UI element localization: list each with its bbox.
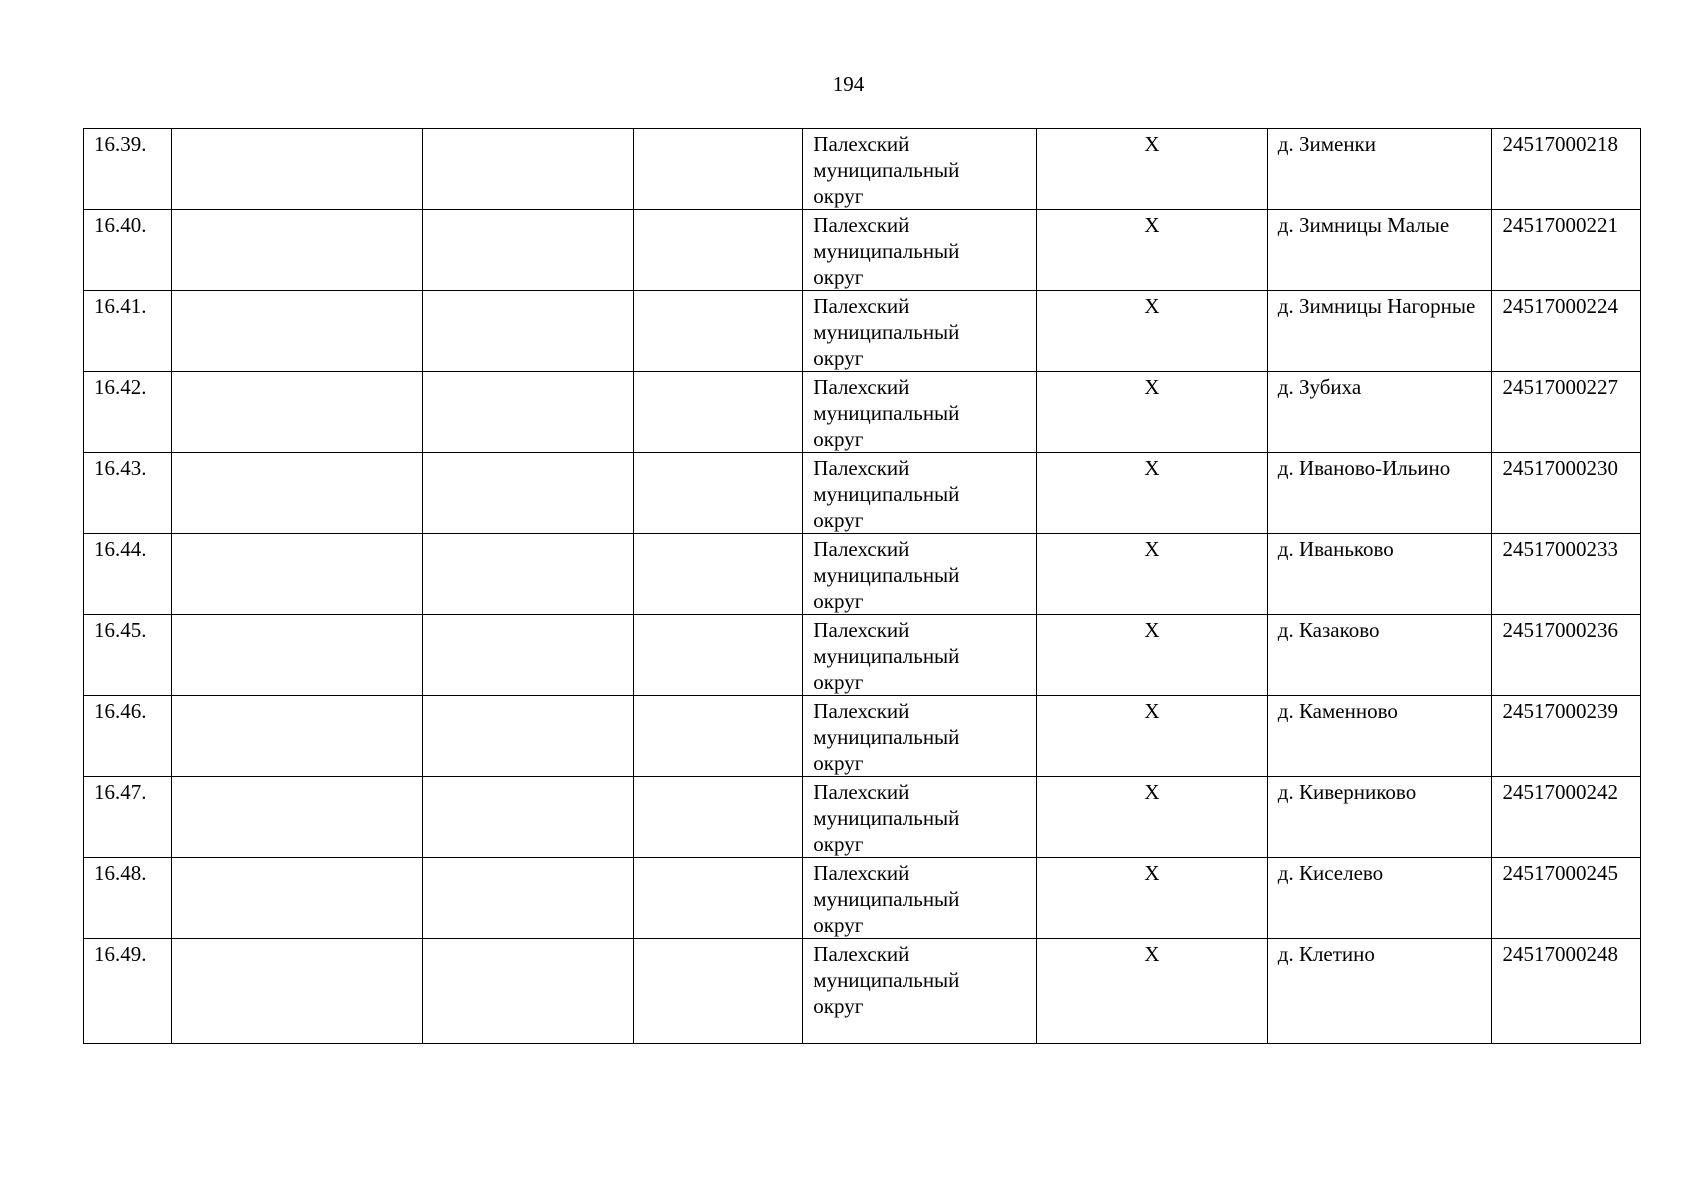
municipality-cell — [803, 858, 1037, 939]
registry-table — [83, 128, 1641, 1044]
empty-cell — [172, 615, 423, 696]
municipality-line: Палехский — [813, 699, 910, 723]
oktmo-code-cell: 24517000239 — [1492, 696, 1641, 777]
empty-cell — [172, 210, 423, 291]
municipality-line: муниципальный — [813, 482, 960, 506]
settlement-cell: д. Киселево — [1267, 858, 1492, 939]
empty-cell — [633, 696, 803, 777]
settlement-cell: д. Клетино — [1267, 939, 1492, 1044]
empty-cell — [633, 129, 803, 210]
settlement-cell: д. Зимницы Нагорные — [1267, 291, 1492, 372]
x-mark-cell: Х — [1037, 858, 1268, 939]
table-row — [84, 210, 1641, 291]
row-number-cell: 16.41. — [84, 291, 172, 372]
oktmo-code-cell: 24517000242 — [1492, 777, 1641, 858]
municipality-line: округ — [813, 427, 864, 451]
municipality-line: округ — [813, 346, 864, 370]
x-mark-cell: Х — [1037, 372, 1268, 453]
municipality-line: Палехский — [813, 942, 910, 966]
settlement-cell: д. Казаково — [1267, 615, 1492, 696]
empty-cell — [633, 939, 803, 1044]
x-mark-cell: Х — [1037, 129, 1268, 210]
row-number-cell: 16.44. — [84, 534, 172, 615]
municipality-line: Палехский — [813, 213, 910, 237]
empty-cell — [172, 696, 423, 777]
settlement-cell: д. Зименки — [1267, 129, 1492, 210]
empty-cell — [423, 858, 634, 939]
table-row — [84, 372, 1641, 453]
table-row — [84, 615, 1641, 696]
municipality-cell — [803, 615, 1037, 696]
empty-cell — [423, 615, 634, 696]
empty-cell — [172, 777, 423, 858]
x-mark-cell: Х — [1037, 615, 1268, 696]
row-number-cell: 16.39. — [84, 129, 172, 210]
table-row — [84, 129, 1641, 210]
municipality-line: Палехский — [813, 861, 910, 885]
municipality-line: муниципальный — [813, 887, 960, 911]
municipality-cell — [803, 939, 1037, 1044]
table-row — [84, 777, 1641, 858]
empty-cell — [172, 453, 423, 534]
empty-cell — [633, 534, 803, 615]
empty-cell — [423, 777, 634, 858]
municipality-line: муниципальный — [813, 968, 960, 992]
empty-cell — [423, 534, 634, 615]
municipality-line: округ — [813, 832, 864, 856]
municipality-line: муниципальный — [813, 644, 960, 668]
empty-cell — [423, 210, 634, 291]
municipality-cell — [803, 291, 1037, 372]
settlement-cell: д. Киверниково — [1267, 777, 1492, 858]
municipality-cell — [803, 534, 1037, 615]
municipality-line: муниципальный — [813, 806, 960, 830]
empty-cell — [423, 372, 634, 453]
municipality-cell — [803, 696, 1037, 777]
empty-cell — [633, 615, 803, 696]
settlement-cell: д. Иваново-Ильино — [1267, 453, 1492, 534]
oktmo-code-cell: 24517000230 — [1492, 453, 1641, 534]
row-number-cell: 16.46. — [84, 696, 172, 777]
row-number-cell: 16.42. — [84, 372, 172, 453]
x-mark-cell: Х — [1037, 777, 1268, 858]
empty-cell — [172, 534, 423, 615]
empty-cell — [423, 453, 634, 534]
table-row — [84, 858, 1641, 939]
municipality-line: Палехский — [813, 780, 910, 804]
table-row — [84, 696, 1641, 777]
x-mark-cell: Х — [1037, 291, 1268, 372]
municipality-line: Палехский — [813, 375, 910, 399]
empty-cell — [633, 777, 803, 858]
empty-cell — [633, 291, 803, 372]
municipality-cell — [803, 777, 1037, 858]
empty-cell — [172, 939, 423, 1044]
municipality-line: округ — [813, 184, 864, 208]
page-number: 194 — [832, 72, 865, 96]
settlement-cell: д. Зимницы Малые — [1267, 210, 1492, 291]
row-number-cell: 16.45. — [84, 615, 172, 696]
municipality-line: округ — [813, 508, 864, 532]
oktmo-code-cell: 24517000245 — [1492, 858, 1641, 939]
empty-cell — [423, 939, 634, 1044]
oktmo-code-cell: 24517000218 — [1492, 129, 1641, 210]
municipality-line: округ — [813, 994, 864, 1018]
settlement-cell: д. Иваньково — [1267, 534, 1492, 615]
oktmo-code-cell: 24517000248 — [1492, 939, 1641, 1044]
oktmo-code-cell: 24517000236 — [1492, 615, 1641, 696]
table-row — [84, 453, 1641, 534]
municipality-line: округ — [813, 265, 864, 289]
municipality-line: округ — [813, 589, 864, 613]
municipality-line: муниципальный — [813, 239, 960, 263]
municipality-cell — [803, 372, 1037, 453]
table-body — [84, 129, 1641, 1044]
municipality-line: Палехский — [813, 456, 910, 480]
municipality-line: муниципальный — [813, 158, 960, 182]
municipality-line: муниципальный — [813, 563, 960, 587]
municipality-line: Палехский — [813, 294, 910, 318]
municipality-line: муниципальный — [813, 320, 960, 344]
empty-cell — [172, 372, 423, 453]
empty-cell — [633, 210, 803, 291]
empty-cell — [172, 291, 423, 372]
empty-cell — [423, 129, 634, 210]
empty-cell — [172, 858, 423, 939]
oktmo-code-cell: 24517000233 — [1492, 534, 1641, 615]
municipality-line: муниципальный — [813, 401, 960, 425]
settlement-cell: д. Зубиха — [1267, 372, 1492, 453]
oktmo-code-cell: 24517000224 — [1492, 291, 1641, 372]
row-number-cell: 16.40. — [84, 210, 172, 291]
x-mark-cell: Х — [1037, 939, 1268, 1044]
row-number-cell: 16.47. — [84, 777, 172, 858]
empty-cell — [423, 696, 634, 777]
settlement-cell: д. Каменново — [1267, 696, 1492, 777]
municipality-cell — [803, 453, 1037, 534]
table-row — [84, 939, 1641, 1044]
empty-cell — [423, 291, 634, 372]
table-row — [84, 534, 1641, 615]
municipality-line: округ — [813, 913, 864, 937]
empty-cell — [633, 372, 803, 453]
municipality-line: Палехский — [813, 618, 910, 642]
oktmo-code-cell: 24517000227 — [1492, 372, 1641, 453]
row-number-cell: 16.48. — [84, 858, 172, 939]
municipality-line: Палехский — [813, 537, 910, 561]
empty-cell — [633, 858, 803, 939]
municipality-cell — [803, 210, 1037, 291]
empty-cell — [172, 129, 423, 210]
x-mark-cell: Х — [1037, 453, 1268, 534]
oktmo-code-cell: 24517000221 — [1492, 210, 1641, 291]
table-row — [84, 291, 1641, 372]
empty-cell — [633, 453, 803, 534]
row-number-cell: 16.43. — [84, 453, 172, 534]
municipality-line: муниципальный — [813, 725, 960, 749]
x-mark-cell: Х — [1037, 210, 1268, 291]
row-number-cell: 16.49. — [84, 939, 172, 1044]
x-mark-cell: Х — [1037, 696, 1268, 777]
municipality-line: Палехский — [813, 132, 910, 156]
municipality-line: округ — [813, 670, 864, 694]
municipality-cell — [803, 129, 1037, 210]
municipality-line: округ — [813, 751, 864, 775]
x-mark-cell: Х — [1037, 534, 1268, 615]
